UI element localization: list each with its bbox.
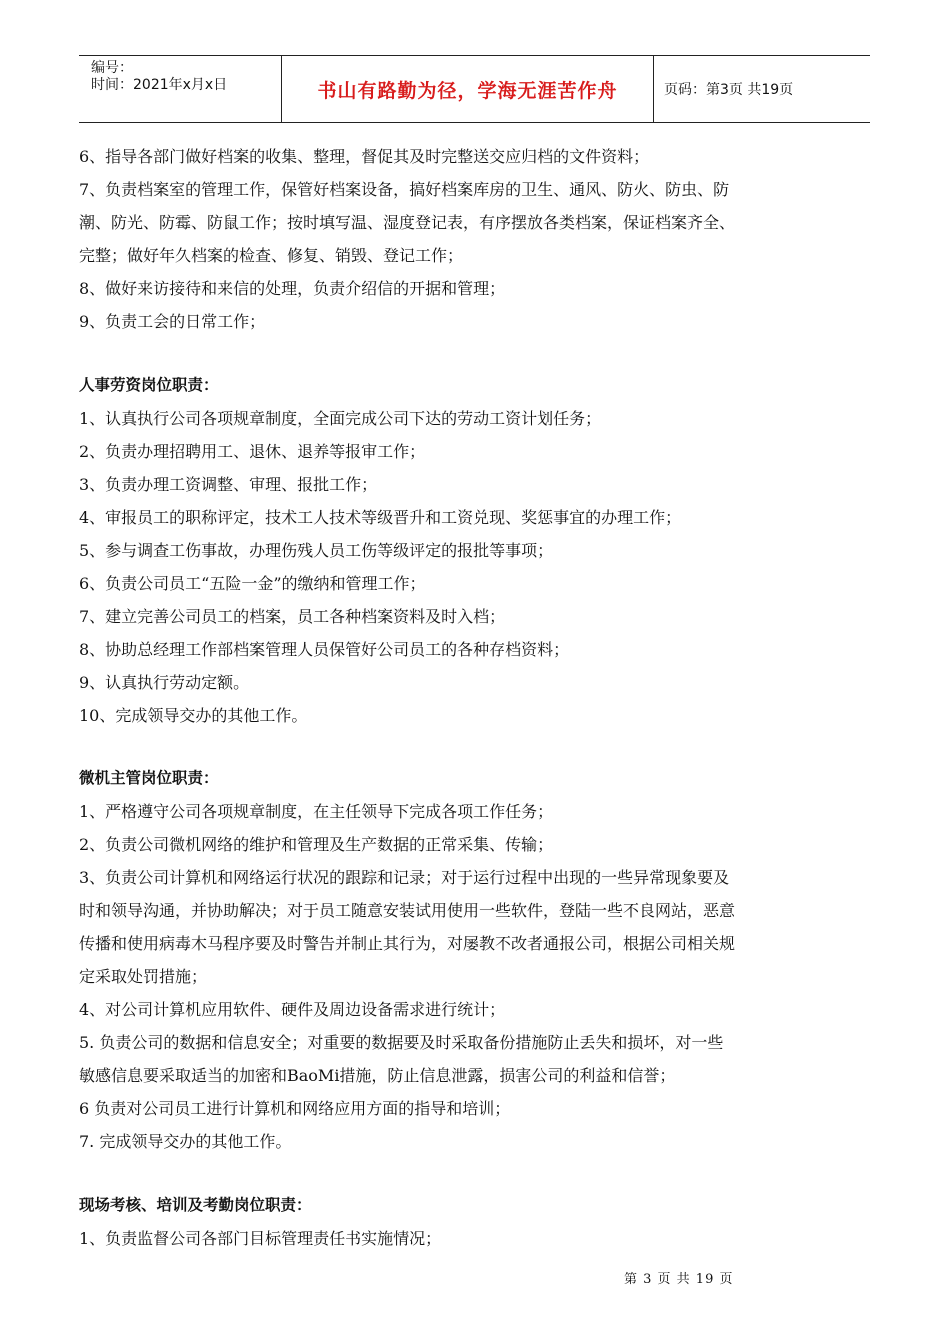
duty-line: 6、负责公司员工“五险一金”的缴纳和管理工作； <box>79 574 426 593</box>
header-page-info: 页码：第3页 共19页 <box>664 82 794 98</box>
duty-line: 7. 完成领导交办的其他工作。 <box>79 1132 292 1151</box>
duty-line: 5. 负责公司的数据和信息安全；对重要的数据要及时采取备份措施防止丢失和损坏，对一些 <box>79 1033 724 1052</box>
duty-line: 完整；做好年久档案的检查、修复、销毁、登记工作； <box>79 246 464 265</box>
header-meta <box>79 56 282 122</box>
section-spacer <box>79 732 869 762</box>
duty-line: 9、认真执行劳动定额。 <box>79 673 250 692</box>
duty-line: 2、负责公司微机网络的维护和管理及生产数据的正常采集、传输； <box>79 835 554 854</box>
duty-line: 8、协助总经理工作部档案管理人员保管好公司员工的各种存档资料； <box>79 640 570 659</box>
duty-line: 敏感信息要采取适当的加密和BaoMi措施，防止信息泄露，损害公司的利益和信誉； <box>79 1066 676 1085</box>
section-spacer <box>79 338 869 369</box>
archive-duties-continued <box>79 140 869 338</box>
duty-line: 7、建立完善公司员工的档案，员工各种档案资料及时入档； <box>79 607 506 626</box>
document-number-label: 编号： <box>91 60 133 76</box>
duty-line: 10、完成领导交办的其他工作。 <box>79 706 308 725</box>
document-time-label: 时间：2021年x月x日 <box>91 77 228 93</box>
duty-line: 4、审报员工的职称评定，技术工人技术等级晋升和工资兑现、奖惩事宜的办理工作； <box>79 508 682 527</box>
section-it <box>79 762 869 1158</box>
duty-line: 传播和使用病毒木马程序要及时警告并制止其行为，对屡教不改者通报公司，根据公司相关规 <box>79 934 736 953</box>
duty-line: 5、参与调查工伤事故，办理伤残人员工伤等级评定的报批等事项； <box>79 541 554 560</box>
document-body <box>79 140 869 1255</box>
section-heading: 人事劳资岗位职责： <box>79 376 219 394</box>
duty-line: 4、对公司计算机应用软件、硬件及周边设备需求进行统计； <box>79 1000 506 1019</box>
section-heading: 微机主管岗位职责： <box>79 769 219 787</box>
duty-line: 时和领导沟通，并协助解决；对于员工随意安装试用使用一些软件，登陆一些不良网站，恶意 <box>79 901 736 920</box>
section-spacer <box>79 1158 869 1189</box>
section-assessment <box>79 1189 869 1255</box>
duty-line: 1、认真执行公司各项规章制度，全面完成公司下达的劳动工资计划任务； <box>79 409 602 428</box>
page-footer: 第 3 页 共 19 页 <box>624 1272 734 1287</box>
duty-line: 1、负责监督公司各部门目标管理责任书实施情况； <box>79 1229 442 1248</box>
header-motto: 书山有路勤为径，学海无涯苦作舟 <box>282 56 654 122</box>
duty-line: 7、负责档案室的管理工作，保管好档案设备，搞好档案库房的卫生、通风、防火、防虫、防 <box>79 180 730 199</box>
duty-line: 8、做好来访接待和来信的处理，负责介绍信的开据和管理； <box>79 279 506 298</box>
duty-line: 6、指导各部门做好档案的收集、整理，督促其及时完整送交应归档的文件资料； <box>79 147 650 166</box>
section-hr <box>79 369 869 732</box>
duty-line: 3、负责办理工资调整、审理、报批工作； <box>79 475 378 494</box>
duty-line: 3、负责公司计算机和网络运行状况的跟踪和记录；对于运行过程中出现的一些异常现象要及 <box>79 868 730 887</box>
page-header <box>79 55 870 123</box>
duty-line: 2、负责办理招聘用工、退休、退养等报审工作； <box>79 442 426 461</box>
duty-line: 6 负责对公司员工进行计算机和网络应用方面的指导和培训； <box>79 1099 511 1118</box>
duty-line: 潮、防光、防霉、防鼠工作；按时填写温、湿度登记表，有序摆放各类档案，保证档案齐全、 <box>79 213 736 232</box>
section-heading: 现场考核、培训及考勤岗位职责： <box>79 1196 312 1214</box>
duty-line: 1、严格遵守公司各项规章制度，在主任领导下完成各项工作任务； <box>79 802 554 821</box>
duty-line: 定采取处罚措施； <box>79 967 208 986</box>
duty-line: 9、负责工会的日常工作； <box>79 312 266 331</box>
